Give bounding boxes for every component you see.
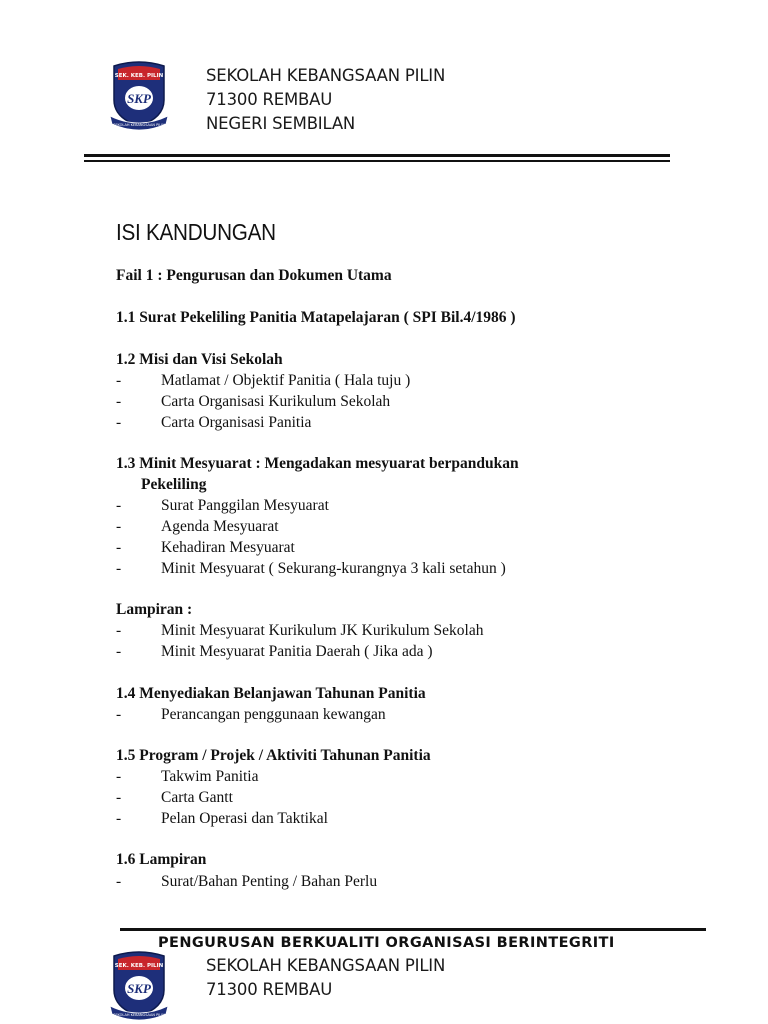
svg-text:SKP: SKP [127, 981, 151, 996]
list-item: Minit Mesyuarat ( Sekurang-kurangnya 3 kali setahun ) [161, 560, 506, 577]
section-1-1: 1.1 Surat Pekeliling Panitia Matapelajaran ( SPI Bil.4/1986 ) [116, 309, 516, 326]
list-item: Minit Mesyuarat Kurikulum JK Kurikulum Sekolah [161, 622, 484, 639]
list-item: Carta Gantt [161, 789, 233, 806]
svg-text:SEKOLAH KEBANGSAAN PILIN: SEKOLAH KEBANGSAAN PILIN [113, 123, 165, 127]
list-item: Carta Organisasi Panitia [161, 414, 312, 431]
svg-text:SEK. KEB. PILIN: SEK. KEB. PILIN [114, 963, 164, 969]
list-dash: - [116, 643, 122, 660]
section-1-3: 1.3 Minit Mesyuarat : Mengadakan mesyuarat berpandukan [116, 455, 519, 472]
list-item: Minit Mesyuarat Panitia Daerah ( Jika ada ) [161, 643, 433, 660]
list-dash: - [116, 372, 122, 389]
fail-heading: Fail 1 : Pengurusan dan Dokumen Utama [116, 267, 392, 284]
list-dash: - [116, 768, 122, 785]
list-dash: - [116, 518, 122, 535]
school-crest-logo [108, 950, 170, 1022]
list-dash: - [116, 622, 122, 639]
footer-motto: PENGURUSAN BERKUALITI ORGANISASI BERINTEGRITI [158, 935, 615, 951]
header-postcode-town: 71300 REMBAU [206, 90, 333, 109]
header-rule-bottom [84, 160, 670, 162]
list-dash: - [116, 414, 122, 431]
list-item: Perancangan penggunaan kewangan [161, 706, 386, 723]
list-item: Surat/Bahan Penting / Bahan Perlu [161, 873, 378, 890]
list-dash: - [116, 810, 122, 827]
section-1-6: 1.6 Lampiran [116, 851, 207, 868]
footer-school-name: SEKOLAH KEBANGSAAN PILIN [206, 956, 446, 975]
list-item: Matlamat / Objektif Panitia ( Hala tuju ) [161, 372, 411, 389]
header-state: NEGERI SEMBILAN [206, 114, 356, 133]
section-1-4: 1.4 Menyediakan Belanjawan Tahunan Panitia [116, 685, 426, 702]
lampiran-heading: Lampiran : [116, 601, 193, 618]
list-dash: - [116, 706, 122, 723]
list-dash: - [116, 539, 122, 556]
page-title: ISI KANDUNGAN [116, 219, 276, 245]
list-dash: - [116, 393, 122, 410]
header-school-name: SEKOLAH KEBANGSAAN PILIN [206, 66, 446, 85]
school-crest-logo [108, 60, 170, 132]
header-rule-top [84, 154, 670, 157]
footer-rule [120, 928, 706, 931]
svg-text:SEKOLAH KEBANGSAAN PILIN: SEKOLAH KEBANGSAAN PILIN [113, 1013, 165, 1017]
list-dash: - [116, 789, 122, 806]
list-dash: - [116, 497, 122, 514]
list-dash: - [116, 560, 122, 577]
section-1-3-continued: Pekeliling [141, 476, 207, 493]
section-1-2: 1.2 Misi dan Visi Sekolah [116, 351, 283, 368]
section-1-5: 1.5 Program / Projek / Aktiviti Tahunan Panitia [116, 747, 431, 764]
list-item: Takwim Panitia [161, 768, 259, 785]
footer-postcode-town: 71300 REMBAU [206, 980, 333, 999]
list-item: Agenda Mesyuarat [161, 518, 279, 535]
list-item: Pelan Operasi dan Taktikal [161, 810, 328, 827]
svg-text:SKP: SKP [127, 91, 151, 106]
svg-text:SEK. KEB. PILIN: SEK. KEB. PILIN [114, 73, 164, 79]
list-item: Carta Organisasi Kurikulum Sekolah [161, 393, 391, 410]
list-item: Kehadiran Mesyuarat [161, 539, 295, 556]
list-dash: - [116, 873, 122, 890]
list-item: Surat Panggilan Mesyuarat [161, 497, 329, 514]
